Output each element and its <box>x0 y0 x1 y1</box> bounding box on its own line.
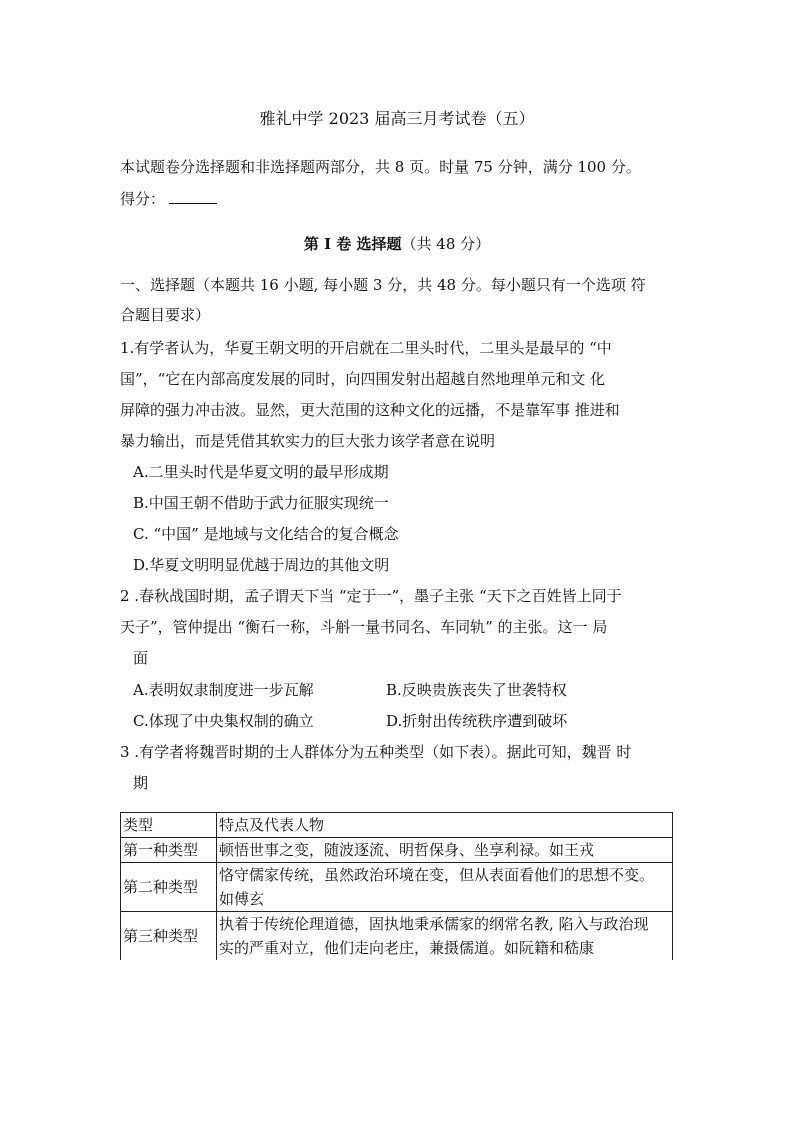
score-label: 得分： <box>120 190 166 208</box>
section-heading <box>0 233 794 254</box>
score-field <box>120 188 680 210</box>
table-cell-type: 第一种类型 <box>121 838 217 863</box>
scholar-types-table <box>120 812 673 960</box>
table-header-row <box>121 813 673 838</box>
table-cell-desc <box>217 912 673 961</box>
table-header-cell: 特点及代表人物 <box>217 813 673 838</box>
table-cell-desc <box>217 863 673 912</box>
table-header-cell: 类型 <box>121 813 217 838</box>
q2-option-d[interactable]: D.折射出传统秩序遭到破坏 <box>386 712 568 730</box>
desc-line: 实的严重对立，他们走向老庄，兼摄儒道。如阮籍和嵇康 <box>219 939 595 957</box>
table-cell-type: 第二种类型 <box>121 863 217 912</box>
table-row <box>121 838 673 863</box>
q2-stem-line: 天子”，管仲提出 “衡石一称，斗斛一量书同名、车同轨” 的主张。这一 局 <box>120 618 608 636</box>
q1-stem-line: 1.有学者认为，华夏王朝文明的开启就在二里头时代，二里头是最早的 “中 <box>120 339 612 357</box>
q2-stem-line: 面 <box>133 649 149 667</box>
q1-stem-line: 屏障的强力冲击波。显然，更大范围的这种文化的远播，不是靠军事 推进和 <box>120 401 620 419</box>
desc-line: 恪守儒家传统，虽然政治环境在变，但从表面看他们的思想不变。 <box>219 866 655 884</box>
desc-line: 顿悟世事之变，随波逐流、明哲保身、坐享利禄。如王戎 <box>219 841 595 859</box>
score-blank[interactable] <box>169 189 217 204</box>
section-score: （共 48 分） <box>401 235 491 253</box>
desc-line: 执着于传统伦理道德，固执地秉承儒家的纲常名教, 陷入与政治现 <box>219 915 649 933</box>
desc-line: 如傅玄 <box>219 890 265 908</box>
q1-option-c[interactable]: C. “中国” 是地域与文化结合的复合概念 <box>133 525 399 543</box>
exam-title: 雅礼中学 2023 届高三月考试卷（五） <box>259 109 535 128</box>
q1-option-a[interactable]: A.二里头时代是华夏文明的最早形成期 <box>133 463 389 481</box>
exam-intro: 本试题卷分选择题和非选择题两部分，共 8 页。时量 75 分钟，满分 100 分。 <box>120 158 641 176</box>
q2-option-a[interactable]: A.表明奴隶制度进一步瓦解 <box>133 681 314 699</box>
q3-stem-line: 3 .有学者将魏晋时期的士人群体分为五种类型（如下表）。据此可知，魏晋 时 <box>120 743 632 761</box>
q3-stem-line: 期 <box>133 774 149 792</box>
table-cell-type: 第三种类型 <box>121 912 217 961</box>
q1-stem-line: 国”，“它在内部高度发展的同时，向四围发射出超越自然地理单元和文 化 <box>120 370 606 388</box>
q1-stem-line: 暴力输出，而是凭借其软实力的巨大张力该学者意在说明 <box>120 432 496 450</box>
table-row <box>121 912 673 961</box>
instructions-line: 合题目要求） <box>120 306 211 324</box>
table-cell-desc <box>217 838 673 863</box>
table-row <box>121 863 673 912</box>
q2-stem-line: 2 .春秋战国时期，孟子谓天下当 “定于一”，墨子主张 “天下之百姓皆上同于 <box>120 587 622 605</box>
q2-option-c[interactable]: C.体现了中央集权制的确立 <box>133 712 314 730</box>
section-main: 第 I 卷 选择题 <box>303 235 402 253</box>
q1-option-b[interactable]: B.中国王朝不借助于武力征服实现统一 <box>133 494 389 512</box>
q1-option-d[interactable]: D.华夏文明明显优越于周边的其他文明 <box>133 556 390 574</box>
instructions-line: 一、选择题（本题共 16 小题, 每小题 3 分，共 48 分。每小题只有一个选项 符 <box>120 276 646 294</box>
q2-option-b[interactable]: B.反映贵族丧失了世袭特权 <box>386 681 567 699</box>
